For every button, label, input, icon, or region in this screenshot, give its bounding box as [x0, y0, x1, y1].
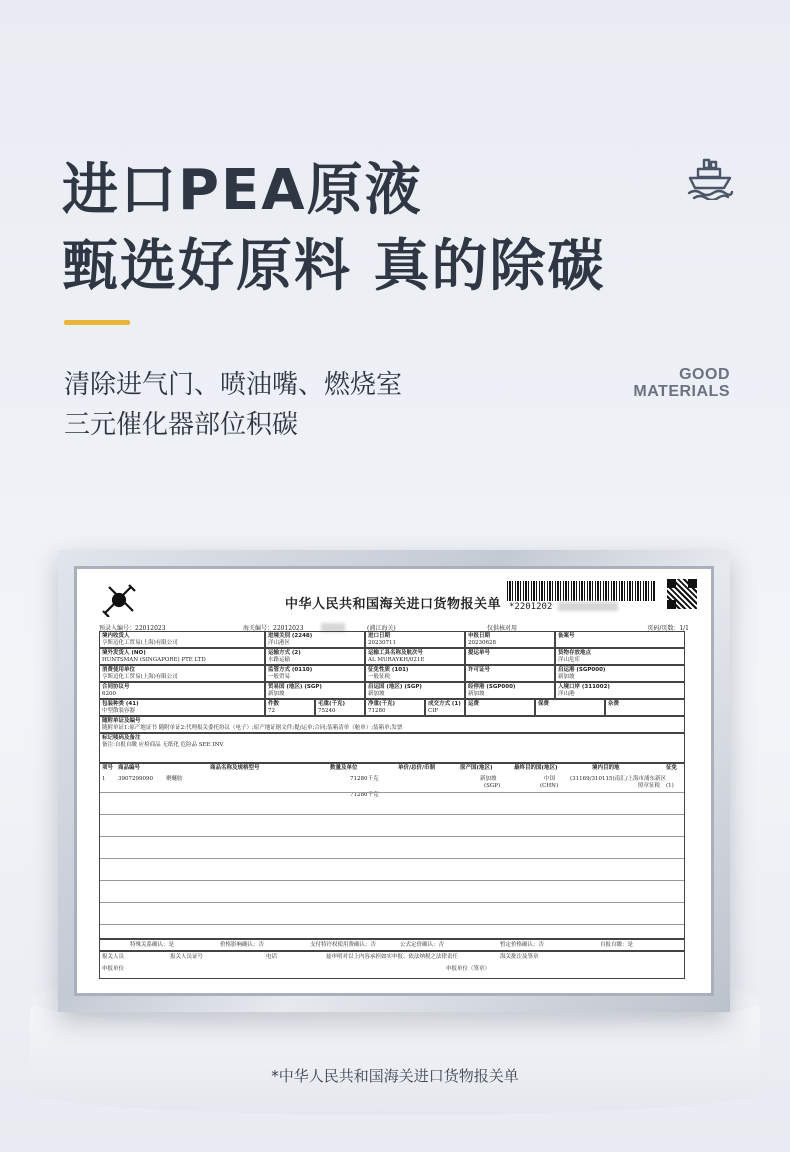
- field-label: 运输工具名称及航次号: [368, 650, 424, 656]
- form-field: [535, 699, 605, 716]
- main-title-line2: 甄选好原料 真的除碳: [62, 234, 606, 299]
- good-materials-badge: [633, 366, 730, 400]
- goods-value: 照章征税: [638, 783, 661, 789]
- form-field: [465, 648, 555, 665]
- field-value: 新加坡: [368, 691, 385, 697]
- customs-emblem-icon: [101, 583, 137, 617]
- confirmation-item: 公式定价确认：否: [400, 942, 445, 948]
- goods-value: 中国: [544, 776, 556, 782]
- marks-remarks: [99, 733, 685, 763]
- field-value: 洋山港区: [268, 640, 291, 646]
- goods-header: 原产国(地区): [460, 765, 493, 771]
- form-field: [555, 665, 685, 682]
- field-label: 随附单证及编号: [102, 718, 141, 724]
- goods-value: (SGP): [484, 783, 501, 789]
- main-title-line1: 进口PEA原液: [62, 158, 423, 223]
- confirmation-item: 价格影响确认：否: [220, 942, 265, 948]
- form-field: [265, 665, 365, 682]
- field-value: 20230711: [368, 640, 396, 646]
- declaration-footer: [99, 951, 685, 979]
- customs-declaration-document: [77, 569, 711, 993]
- field-value: 随附单证1:原产地证书 随附单证2:代理报关委托协议（电子）;原产地证据文件;提/运单;合同;装箱清单（舱单）;装箱单;发票: [102, 725, 403, 731]
- field-label: 入境口岸 (311002): [558, 684, 610, 690]
- subtitle-line2: 三元催化器部位积碳: [64, 410, 299, 440]
- badge-line2: MATERIALS: [633, 383, 730, 400]
- form-field: [315, 699, 365, 716]
- field-value: 新加坡: [268, 691, 285, 697]
- field-value: 20230628: [468, 640, 496, 646]
- prerecord-number: 预录入编号：22012023: [99, 625, 166, 632]
- document-title: 中华人民共和国海关进口货物报关单: [285, 597, 502, 612]
- image-caption: *中华人民共和国海关进口货物报关单: [271, 1067, 519, 1085]
- goods-row-divider: [100, 836, 684, 837]
- field-label: 经停港 (SGP000): [468, 684, 516, 690]
- goods-row-divider: [100, 880, 684, 881]
- goods-value: 71280千克: [350, 776, 379, 782]
- customs-port: (浦江海关): [367, 625, 396, 632]
- field-value: 亨斯迈化工贸易(上海)有限公司: [102, 674, 178, 680]
- form-field: [555, 648, 685, 665]
- field-label: 标记唛码及备注: [102, 735, 141, 741]
- field-value: 71280: [368, 708, 386, 714]
- field-label: 包装种类 (41): [102, 701, 139, 707]
- verify-note: 仅供核对用: [487, 625, 518, 632]
- field-value: 洋山港: [558, 691, 575, 697]
- field-label: 境内收货人: [102, 633, 130, 639]
- form-field: [265, 699, 315, 716]
- form-field: [265, 648, 365, 665]
- field-label: 征免性质 (101): [368, 667, 409, 673]
- frame-mat: [74, 566, 714, 996]
- field-value: 新加坡: [558, 674, 575, 680]
- field-label: 许可证号: [468, 667, 491, 673]
- field-value: 一般征税: [368, 674, 391, 680]
- field-value: CIF: [428, 708, 439, 714]
- goods-row-divider: [100, 792, 684, 793]
- form-field: [99, 631, 265, 648]
- footer-item: 申报单位: [102, 966, 125, 972]
- goods-value: (31169/310115)南汇/上海市浦东新区: [570, 776, 666, 782]
- goods-row-divider: [100, 858, 684, 859]
- field-label: 成交方式 (1): [428, 701, 461, 707]
- field-label: 净重(千克): [368, 701, 396, 707]
- footer-item: 兹申明对以上内容承担如实申报、依法纳税之法律责任: [326, 954, 459, 960]
- certificate-frame: [58, 550, 730, 1012]
- field-label: 启运港 (SGP000): [558, 667, 606, 673]
- field-value: 洋山危库: [558, 657, 581, 663]
- goods-header: 项号: [102, 765, 114, 771]
- field-label: 进境关别 (2248): [268, 633, 313, 639]
- goods-value: 新加坡: [480, 776, 497, 782]
- field-label: 毛重(千克): [318, 701, 346, 707]
- goods-table: [99, 763, 685, 939]
- field-label: 运费: [468, 701, 480, 707]
- field-value: 备注:自报自缴 应检商品 无纸化 危险品 SEE INV: [102, 742, 224, 748]
- field-label: 贸易国 (地区) (SGP): [268, 684, 322, 690]
- qr-code: [667, 579, 697, 609]
- form-field: [99, 682, 265, 699]
- goods-header: 最终目的国(地区): [514, 765, 558, 771]
- barcode-text: *2201202: [509, 602, 553, 612]
- attached-documents: [99, 716, 685, 733]
- form-field: [555, 631, 685, 648]
- field-label: 合同协议号: [102, 684, 130, 690]
- form-field: [465, 631, 555, 648]
- goods-row-divider: [100, 902, 684, 903]
- goods-header: 商品名称及规格型号: [210, 765, 260, 771]
- field-value: 新加坡: [468, 691, 485, 697]
- goods-value: (1): [666, 783, 674, 789]
- goods-row-divider: [100, 924, 684, 925]
- confirmation-item: 暂定价格确认：否: [500, 942, 545, 948]
- goods-header: 商品编号: [118, 765, 141, 771]
- ship-icon: [686, 156, 734, 200]
- subtitle-line1: 清除进气门、喷油嘴、燃烧室: [64, 370, 403, 400]
- field-label: 进口日期: [368, 633, 391, 639]
- field-value: 75240: [318, 708, 336, 714]
- field-value: HUNTSMAN (SINGAPORE) PTE LTD: [102, 657, 206, 663]
- footer-item: 海关批注及签章: [500, 954, 539, 960]
- field-value: AL MURAYKH/021E: [368, 657, 425, 663]
- field-label: 消费使用单位: [102, 667, 136, 673]
- form-field: [99, 699, 265, 716]
- field-value: 中型散装容器: [102, 708, 136, 714]
- field-value: 亨斯迈化工贸易(上海)有限公司: [102, 640, 178, 646]
- form-field: [605, 699, 685, 716]
- accent-divider: [64, 320, 130, 325]
- goods-header: 征免: [666, 765, 678, 771]
- redacted-barcode-number: [558, 602, 618, 611]
- footer-item: 申报单位（签章）: [446, 966, 491, 972]
- field-label: 提运单号: [468, 650, 491, 656]
- form-field: [555, 682, 685, 699]
- form-field: [425, 699, 465, 716]
- document-meta-row: [99, 623, 689, 631]
- goods-value: 1: [102, 776, 106, 782]
- field-label: 境外发货人 (NO): [102, 650, 146, 656]
- footer-item: 报关人员证号: [170, 954, 204, 960]
- field-value: 72: [268, 708, 275, 714]
- form-field: [265, 631, 365, 648]
- form-field: [99, 648, 265, 665]
- barcode-number: [509, 602, 618, 612]
- field-label: 备案号: [558, 633, 575, 639]
- goods-row-divider: [100, 814, 684, 815]
- confirmation-item: 支付特许权使用费确认：否: [310, 942, 377, 948]
- page-number: 页码/页数：1/1: [647, 625, 689, 632]
- field-label: 运输方式 (2): [268, 650, 301, 656]
- footer-item: 电话: [266, 954, 278, 960]
- field-value: 水路运输: [268, 657, 291, 663]
- goods-value: 71280千克: [350, 792, 379, 798]
- goods-value: 3907299090: [118, 776, 153, 782]
- declaration-grid: [99, 631, 689, 981]
- form-field: [365, 665, 465, 682]
- field-label: 监管方式 (0110): [268, 667, 313, 673]
- goods-header: 数量及单位: [330, 765, 358, 771]
- field-label: 货物存放地点: [558, 650, 592, 656]
- goods-header: 单价/总价/币制: [398, 765, 436, 771]
- form-field: [265, 682, 365, 699]
- barcode: [507, 581, 655, 601]
- goods-value: (CHN): [540, 783, 559, 789]
- form-field: [365, 682, 465, 699]
- confirmation-item: 特殊关系确认：是: [130, 942, 175, 948]
- goods-value: 聚醚胺: [166, 776, 183, 782]
- customs-number: 海关编号：22012023: [243, 625, 304, 632]
- form-field: [365, 631, 465, 648]
- badge-line1: GOOD: [679, 366, 730, 383]
- field-label: 件数: [268, 701, 280, 707]
- form-field: [465, 665, 555, 682]
- field-value: 一般贸易: [268, 674, 291, 680]
- form-field: [365, 648, 465, 665]
- confirmation-row: [99, 939, 685, 951]
- footer-item: 报关人员: [102, 954, 125, 960]
- form-field: [465, 699, 535, 716]
- field-label: 保费: [538, 701, 550, 707]
- form-field: [99, 665, 265, 682]
- form-field: [465, 682, 555, 699]
- field-label: 申报日期: [468, 633, 491, 639]
- form-field: [365, 699, 425, 716]
- confirmation-item: 自报自缴：是: [600, 942, 634, 948]
- field-label: 启运国 (地区) (SGP): [368, 684, 422, 690]
- goods-header: 境内目的地: [592, 765, 620, 771]
- field-label: 杂费: [608, 701, 620, 707]
- field-value: 6200: [102, 691, 116, 697]
